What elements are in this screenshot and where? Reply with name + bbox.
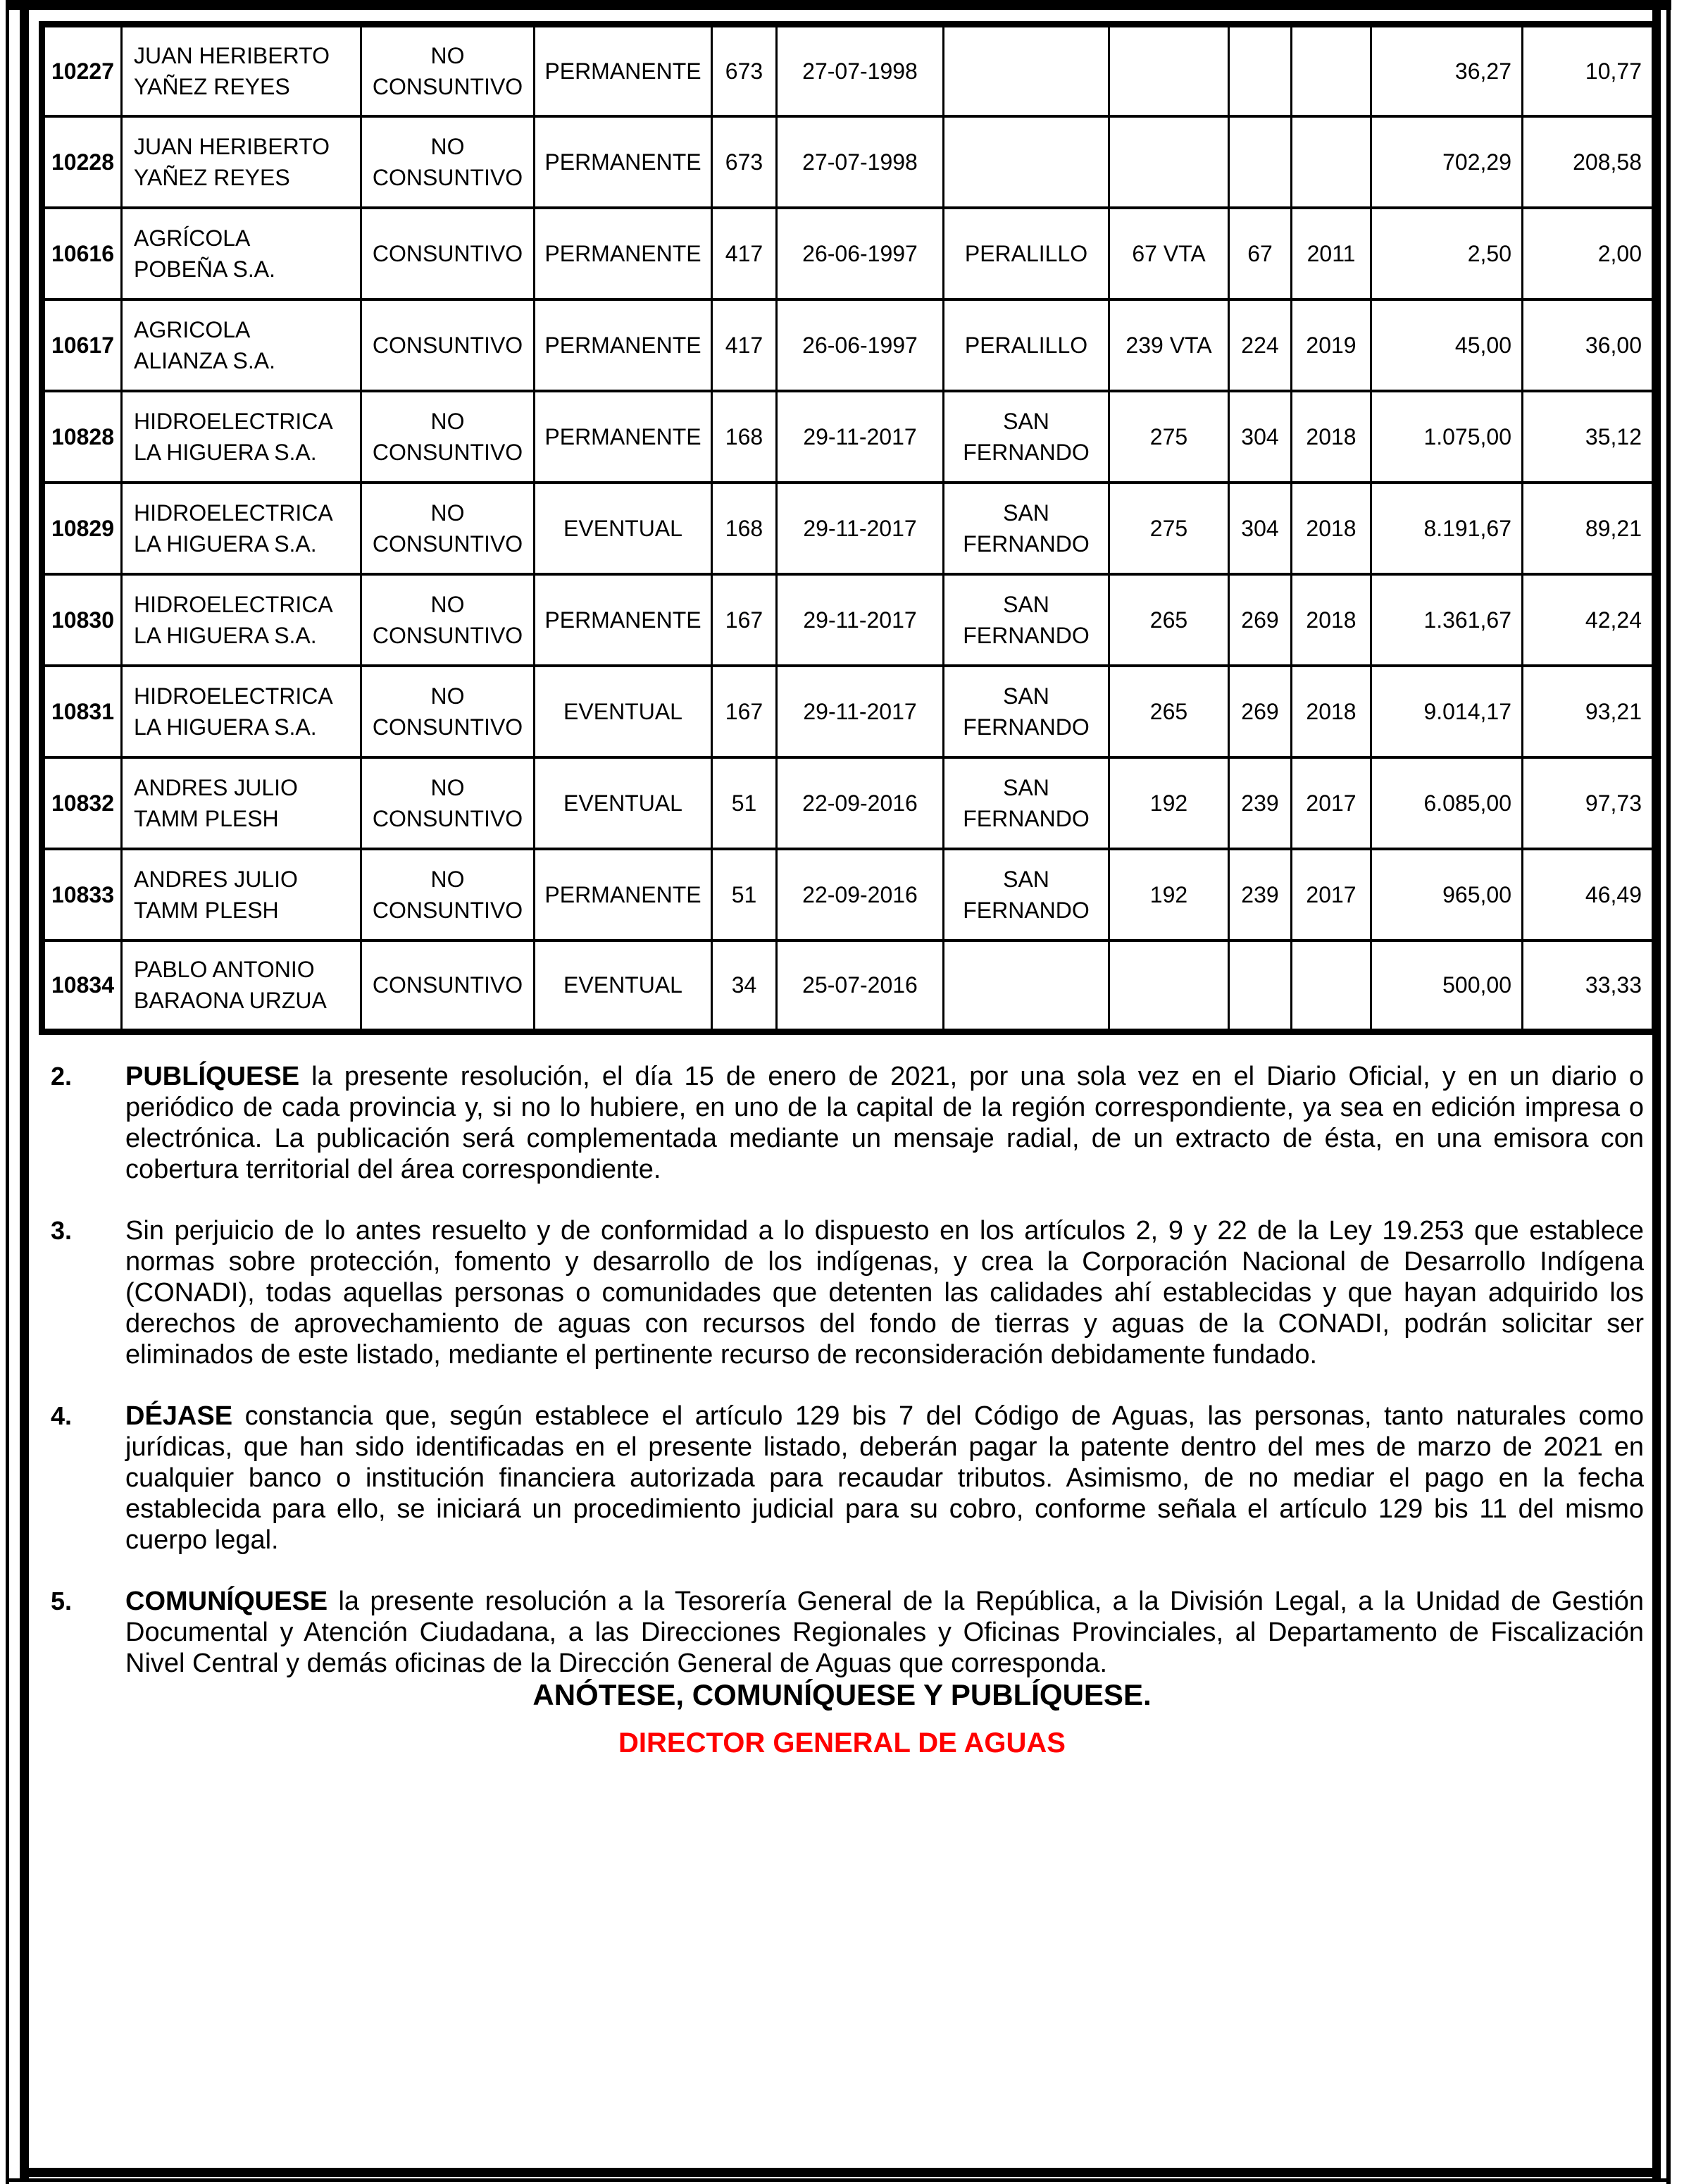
cell-amount: 2,00 [1523, 208, 1655, 299]
cell-registry: SAN FERNANDO [944, 849, 1109, 941]
cell-fojas: 67 VTA [1109, 208, 1229, 299]
cell-registry [944, 25, 1109, 116]
page-border-top [7, 0, 1671, 10]
cell-flow: 702,29 [1371, 116, 1523, 208]
paragraph-lead-word: COMUNÍQUESE [125, 1587, 328, 1616]
cell-fojas: 192 [1109, 757, 1229, 849]
resolution-paragraphs [51, 1061, 1644, 1709]
cell-use-type: NO CONSUNTIVO [361, 391, 535, 483]
cell-id: 10834 [42, 941, 122, 1032]
cell-fojas: 192 [1109, 849, 1229, 941]
paragraph-lead-word: DÉJASE [125, 1401, 233, 1431]
cell-res-num: 417 [712, 208, 777, 299]
cell-res-num: 167 [712, 574, 777, 666]
cell-flow: 45,00 [1371, 299, 1523, 391]
cell-use-type: CONSUNTIVO [361, 941, 535, 1032]
paragraph-lead-word: PUBLÍQUESE [125, 1062, 300, 1091]
cell-exercise: EVENTUAL [535, 757, 712, 849]
cell-flow: 500,00 [1371, 941, 1523, 1032]
cell-name: HIDROELECTRICA LA HIGUERA S.A. [122, 574, 361, 666]
cell-date: 29-11-2017 [777, 483, 944, 574]
paragraph-body-text: la presente resolución, el día 15 de enero de 2021, por una sola vez en el Diario Oficial, y en un diario o periódico de cada provincia y, si no lo hubiere, en uno de la capital de la región correspondiente, ya sea en edición impresa o electrónica. La publicación será complementada mediante un mensaje radial, de un extracto de ésta, en una emisora con cobertura territorial del área correspondiente. [125, 1062, 1644, 1184]
cell-date: 27-07-1998 [777, 116, 944, 208]
cell-exercise: EVENTUAL [535, 666, 712, 757]
cell-exercise: PERMANENTE [535, 25, 712, 116]
table-row [42, 574, 1655, 666]
cell-amount: 208,58 [1523, 116, 1655, 208]
cell-exercise: EVENTUAL [535, 941, 712, 1032]
cell-exercise: PERMANENTE [535, 116, 712, 208]
cell-id: 10829 [42, 483, 122, 574]
cell-fojas [1109, 116, 1229, 208]
paragraph-text [125, 1215, 1644, 1370]
cell-name: HIDROELECTRICA LA HIGUERA S.A. [122, 666, 361, 757]
cell-registry: SAN FERNANDO [944, 574, 1109, 666]
table-row [42, 25, 1655, 116]
page-border-left-inner [20, 0, 29, 2178]
cell-registry: SAN FERNANDO [944, 483, 1109, 574]
table-row [42, 116, 1655, 208]
table-row [42, 208, 1655, 299]
closing-statement: ANÓTESE, COMUNÍQUESE Y PUBLÍQUESE. [532, 1678, 1152, 1711]
paragraph [51, 1215, 1644, 1370]
cell-name: AGRÍCOLA POBEÑA S.A. [122, 208, 361, 299]
cell-year [1292, 941, 1371, 1032]
cell-name: ANDRES JULIO TAMM PLESH [122, 849, 361, 941]
cell-date: 29-11-2017 [777, 391, 944, 483]
page-border-left-outer [6, 0, 9, 2184]
cell-res-num: 168 [712, 483, 777, 574]
cell-id: 10831 [42, 666, 122, 757]
cell-year: 2011 [1292, 208, 1371, 299]
cell-res-num: 673 [712, 25, 777, 116]
cell-flow: 8.191,67 [1371, 483, 1523, 574]
cell-date: 22-09-2016 [777, 849, 944, 941]
cell-number: 239 [1229, 849, 1292, 941]
cell-amount: 35,12 [1523, 391, 1655, 483]
cell-flow: 9.014,17 [1371, 666, 1523, 757]
paragraph-text [125, 1401, 1644, 1556]
cell-year: 2017 [1292, 849, 1371, 941]
cell-number: 224 [1229, 299, 1292, 391]
table-row [42, 483, 1655, 574]
paragraph [51, 1401, 1644, 1556]
paragraph-number: 5. [51, 1587, 73, 1615]
cell-fojas: 275 [1109, 391, 1229, 483]
cell-year: 2018 [1292, 483, 1371, 574]
cell-name: PABLO ANTONIO BARAONA URZUA [122, 941, 361, 1032]
cell-use-type: CONSUNTIVO [361, 299, 535, 391]
cell-use-type: NO CONSUNTIVO [361, 574, 535, 666]
cell-exercise: EVENTUAL [535, 483, 712, 574]
cell-year: 2019 [1292, 299, 1371, 391]
cell-number: 304 [1229, 391, 1292, 483]
cell-fojas: 265 [1109, 666, 1229, 757]
water-rights-table [39, 21, 1658, 1035]
cell-year: 2017 [1292, 757, 1371, 849]
cell-name: JUAN HERIBERTO YAÑEZ REYES [122, 116, 361, 208]
cell-flow: 2,50 [1371, 208, 1523, 299]
cell-registry: PERALILLO [944, 299, 1109, 391]
paragraph-body-text: la presente resolución a la Tesorería General de la República, a la División Legal, a la Unidad de Gestión Documental y Atención Ciudadana, a las Direcciones Regionales y Oficinas Provinciales, al Departamento de Fiscalización Nivel Central y demás oficinas de la Dirección General de Aguas que corresponda. [125, 1587, 1644, 1678]
cell-registry: SAN FERNANDO [944, 666, 1109, 757]
cell-exercise: PERMANENTE [535, 391, 712, 483]
cell-use-type: NO CONSUNTIVO [361, 757, 535, 849]
cell-year [1292, 116, 1371, 208]
paragraph-number: 3. [51, 1216, 73, 1245]
table-body [42, 25, 1655, 1032]
cell-date: 29-11-2017 [777, 574, 944, 666]
cell-exercise: PERMANENTE [535, 574, 712, 666]
cell-number [1229, 25, 1292, 116]
cell-date: 27-07-1998 [777, 25, 944, 116]
paragraph [51, 1586, 1644, 1679]
paragraph [51, 1061, 1644, 1185]
cell-flow: 36,27 [1371, 25, 1523, 116]
cell-number: 67 [1229, 208, 1292, 299]
cell-res-num: 51 [712, 757, 777, 849]
table-row [42, 666, 1655, 757]
cell-use-type: NO CONSUNTIVO [361, 849, 535, 941]
cell-use-type: NO CONSUNTIVO [361, 25, 535, 116]
cell-name: ANDRES JULIO TAMM PLESH [122, 757, 361, 849]
cell-exercise: PERMANENTE [535, 208, 712, 299]
cell-use-type: NO CONSUNTIVO [361, 483, 535, 574]
cell-number: 269 [1229, 574, 1292, 666]
cell-flow: 6.085,00 [1371, 757, 1523, 849]
cell-use-type: NO CONSUNTIVO [361, 116, 535, 208]
cell-id: 10828 [42, 391, 122, 483]
paragraph-body-text: constancia que, según establece el artículo 129 bis 7 del Código de Aguas, las personas, tanto naturales como jurídicas, que han sido identificadas en el presente listado, deberán pagar la patente dentro del mes de marzo de 2021 en cualquier banco o institución financiera autorizada para recaudar tributos. Asimismo, de no mediar el pago en la fecha establecida para ello, se iniciará un procedimiento judicial para su cobro, conforme señala el artículo 129 bis 11 del mismo cuerpo legal. [125, 1401, 1644, 1555]
cell-registry [944, 941, 1109, 1032]
cell-number: 269 [1229, 666, 1292, 757]
cell-amount: 46,49 [1523, 849, 1655, 941]
page-border-bottom-inner [20, 2168, 1661, 2177]
table-row [42, 757, 1655, 849]
paragraph-number: 2. [51, 1062, 73, 1091]
cell-registry [944, 116, 1109, 208]
cell-date: 26-06-1997 [777, 299, 944, 391]
cell-res-num: 417 [712, 299, 777, 391]
cell-exercise: PERMANENTE [535, 849, 712, 941]
cell-year: 2018 [1292, 391, 1371, 483]
cell-res-num: 168 [712, 391, 777, 483]
page-border-right-outer [1666, 0, 1671, 2184]
paragraph-text [125, 1061, 1644, 1185]
cell-registry: SAN FERNANDO [944, 391, 1109, 483]
cell-id: 10832 [42, 757, 122, 849]
cell-flow: 1.361,67 [1371, 574, 1523, 666]
cell-fojas: 265 [1109, 574, 1229, 666]
cell-fojas [1109, 25, 1229, 116]
cell-flow: 965,00 [1371, 849, 1523, 941]
cell-amount: 89,21 [1523, 483, 1655, 574]
table-row [42, 299, 1655, 391]
cell-res-num: 34 [712, 941, 777, 1032]
cell-id: 10617 [42, 299, 122, 391]
cell-name: HIDROELECTRICA LA HIGUERA S.A. [122, 391, 361, 483]
cell-id: 10228 [42, 116, 122, 208]
cell-name: JUAN HERIBERTO YAÑEZ REYES [122, 25, 361, 116]
cell-res-num: 167 [712, 666, 777, 757]
cell-id: 10830 [42, 574, 122, 666]
cell-amount: 36,00 [1523, 299, 1655, 391]
cell-fojas [1109, 941, 1229, 1032]
cell-amount: 93,21 [1523, 666, 1655, 757]
cell-id: 10616 [42, 208, 122, 299]
cell-name: AGRICOLA ALIANZA S.A. [122, 299, 361, 391]
cell-id: 10833 [42, 849, 122, 941]
cell-date: 25-07-2016 [777, 941, 944, 1032]
cell-amount: 42,24 [1523, 574, 1655, 666]
cell-number: 304 [1229, 483, 1292, 574]
cell-use-type: CONSUNTIVO [361, 208, 535, 299]
page-border-bottom-outer [6, 2178, 1671, 2182]
cell-fojas: 239 VTA [1109, 299, 1229, 391]
cell-res-num: 51 [712, 849, 777, 941]
paragraph-body-text: Sin perjuicio de lo antes resuelto y de conformidad a lo dispuesto en los artículos 2, 9 y 22 de la Ley 19.253 que establece normas sobre protección, fomento y desarrollo de los indígenas, y crea la Corporación Nacional de Desarrollo Indígena (CONADI), todas aquellas personas o comunidades que detenten las calidades ahí establecidas y que hayan adquirido los derechos de aprovechamiento de aguas con recursos del fondo de tierras y aguas de la CONADI, podrán solicitar ser eliminados de este listado, mediante el pertinente recurso de reconsideración debidamente fundado. [125, 1216, 1644, 1370]
cell-date: 26-06-1997 [777, 208, 944, 299]
cell-amount: 97,73 [1523, 757, 1655, 849]
paragraph-text [125, 1586, 1644, 1679]
cell-exercise: PERMANENTE [535, 299, 712, 391]
cell-date: 29-11-2017 [777, 666, 944, 757]
cell-number [1229, 941, 1292, 1032]
table-row [42, 391, 1655, 483]
cell-registry: PERALILLO [944, 208, 1109, 299]
cell-fojas: 275 [1109, 483, 1229, 574]
cell-year: 2018 [1292, 666, 1371, 757]
cell-year: 2018 [1292, 574, 1371, 666]
cell-date: 22-09-2016 [777, 757, 944, 849]
table-row [42, 941, 1655, 1032]
cell-res-num: 673 [712, 116, 777, 208]
cell-number: 239 [1229, 757, 1292, 849]
table-row [42, 849, 1655, 941]
signature-title: DIRECTOR GENERAL DE AGUAS [618, 1727, 1066, 1758]
cell-use-type: NO CONSUNTIVO [361, 666, 535, 757]
cell-number [1229, 116, 1292, 208]
cell-registry: SAN FERNANDO [944, 757, 1109, 849]
paragraph-number: 4. [51, 1401, 73, 1430]
cell-name: HIDROELECTRICA LA HIGUERA S.A. [122, 483, 361, 574]
cell-flow: 1.075,00 [1371, 391, 1523, 483]
cell-id: 10227 [42, 25, 122, 116]
cell-amount: 10,77 [1523, 25, 1655, 116]
cell-amount: 33,33 [1523, 941, 1655, 1032]
cell-year [1292, 25, 1371, 116]
